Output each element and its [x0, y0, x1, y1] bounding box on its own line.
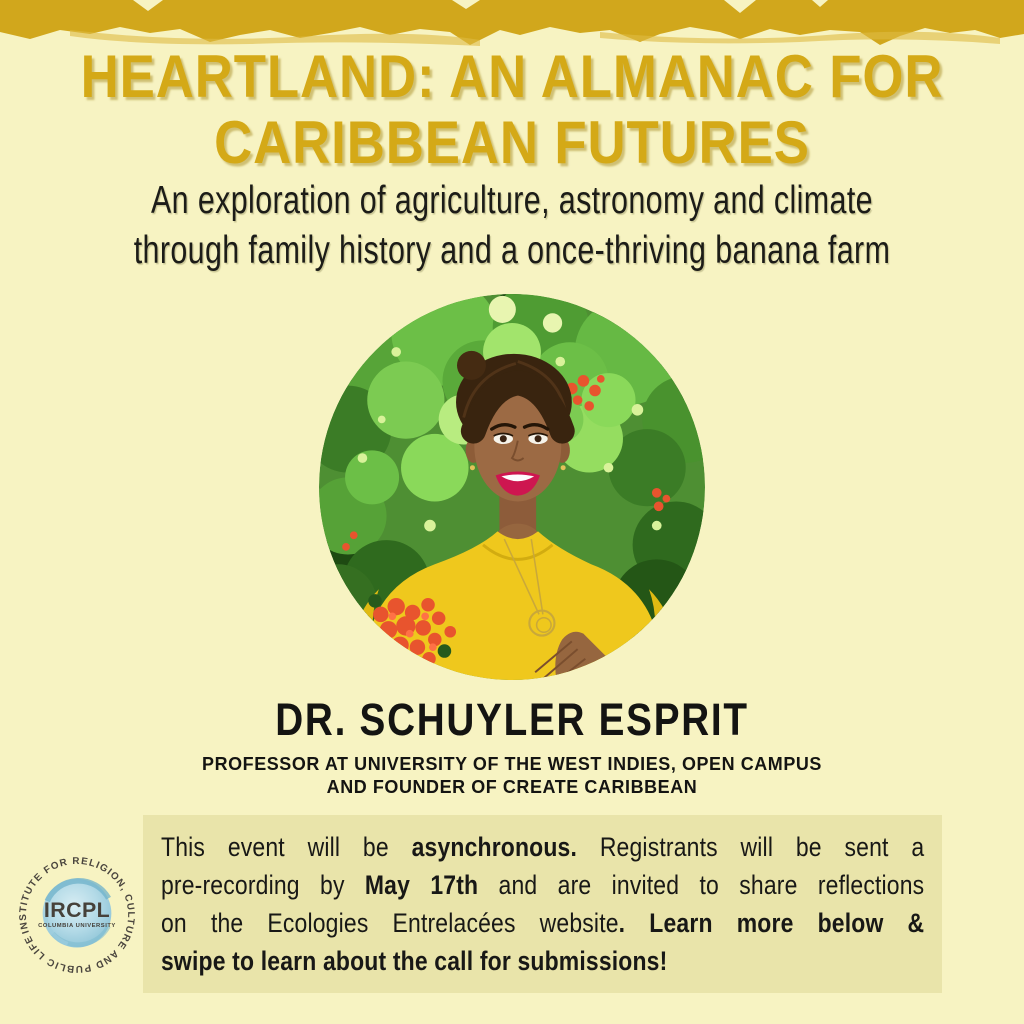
- event-subtitle-line2: through family history and a once-thriving banana farm: [133, 229, 891, 272]
- speaker-affiliation-line2: AND FOUNDER OF CREATE CARIBBEAN: [326, 776, 698, 797]
- event-title-line1: HEARTLAND: AN ALMANAC FOR: [80, 43, 944, 110]
- event-title-line2: CARIBBEAN FUTURES: [214, 109, 810, 176]
- speaker-name: DR. SCHUYLER ESPRIT: [275, 694, 749, 745]
- ircpl-logo: [12, 850, 142, 980]
- event-subtitle: [113, 176, 912, 276]
- speaker-affiliation-line1: PROFESSOR AT UNIVERSITY OF THE WEST INDIES, OPEN CAMPUS: [202, 753, 822, 774]
- event-subtitle-line1: An exploration of agriculture, astronomy and climate: [150, 179, 873, 222]
- event-title: [61, 44, 962, 176]
- logo-acronym: IRCPL: [43, 897, 111, 922]
- logo-org-name: COLUMBIA UNIVERSITY: [38, 923, 116, 930]
- speaker-photo: [319, 294, 705, 680]
- speaker-affiliation: [15, 752, 1008, 798]
- info-box-text: This event will be asynchronous. Registrants will be sent a pre-recording by May 17th and are invited to share reflections on the Ecologies Entrelacées website. Learn more below & swipe to learn about the call for submissions!: [161, 832, 925, 976]
- logo-ring-text: INSTITUTE FOR RELIGION, CULTURE AND PUBLIC LIFE: [17, 855, 137, 975]
- info-box: [143, 815, 942, 993]
